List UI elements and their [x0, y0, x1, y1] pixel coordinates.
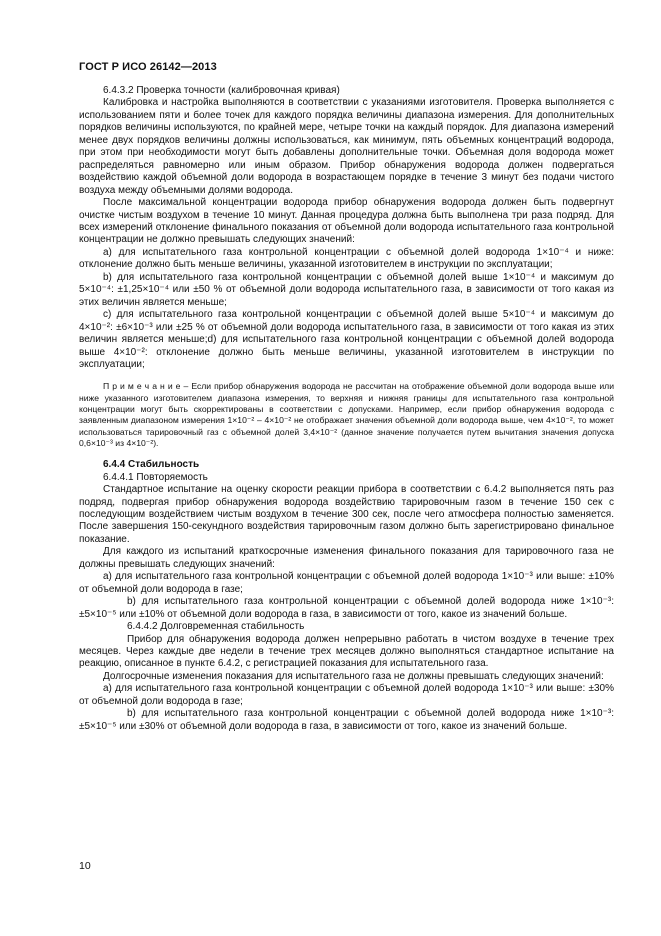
list-item-a-long: а) для испытательного газа контрольной концентрации с объемной долей водорода 1×10⁻³ или выше: ±30% от объемной доли водорода в газе; — [79, 683, 614, 707]
section-heading-stability: 6.4.4 Стабильность — [103, 459, 200, 471]
list-item-a: а) для испытательного газа контрольной концентрации с объемной долей водорода 1×10⁻⁴ и ниже: отклонение должно быть меньше величины, указанной изготовителем в инструкции по эксплуатации; — [79, 246, 614, 271]
list-item-c-d: c) для испытательного газа контрольной концентрации с объемной долей выше 5×10⁻⁴ и максимум до 4×10⁻²: ±6×10⁻³ или ±25 % от объемной доли водорода испытательного газа, в зависимости от того какая из этих величин является меньше;d) для испытательного газа контрольной концентрации с объемной долей водорода выше 4×10⁻²: отклонение должно быть меньше величины, указанной изготовителем в инструкции по эксплуатации; — [79, 309, 614, 370]
note: П р и м е ч а н и е – Если прибор обнаружения водорода не рассчитан на отображение объемной доли водорода выше или ниже указанного изготовителем диапазона измерения, то верхняя и нижняя границы для испытательного газа контрольной концентрации могут быть скорректированы в соответствии с допусками. Например, если прибор обнаружения водорода с заявленным диапазоном измерения 1×10⁻² – 4×10⁻² не отображает значения объемной доли водорода выше, чем 4×10⁻², то может использоваться тарировочный газ с объемной долей 3,4×10⁻² (данное значение получается путем вычитания значения допуска 0,6×10⁻³ из 4×10⁻²). — [79, 381, 614, 448]
subsection-repeatability: 6.4.4.1 Повторяемость — [103, 471, 208, 483]
paragraph-long-term-limits: Долгосрочные изменения показания для испытательного газа не должны превышать следующих значений: — [103, 670, 604, 682]
paragraph-calibration: Калибровка и настройка выполняются в соответствии с указаниями изготовителя. Проверка выполняется с использованием пяти и более точек для каждого порядка величины диапазона измерения. Для дополнительных порядков величины используются, по крайней мере, четыре точки на каждый порядок. Для диапазона измерений менее двух порядков величины должны использоваться, как минимум, пять объемных концентраций водорода, при этом при необходимости могут быть добавлены дополнительные точки. Объемная доля водорода может распределяться равномерно или иным образом. Прибор обнаружения водорода должен подвергаться воздействию каждой объемной доли водорода в возрастающем порядке в течение 3 минут без подачи чистого воздуха между объемными долями водорода. — [79, 97, 614, 196]
paragraph-repeatability-test: Стандартное испытание на оценку скорости реакции прибора в соответствии с 6.4.2 выполняется пять раз подряд, подвергая прибор обнаружения водорода воздействию тарировочным газом в течение 150 сек с последующим воздействием чистым воздухом в течение 300 сек, после чего атмосфера полностью заменяется. После завершения 150-секундного воздействия тарировочным газом должно быть зарегистрировано финальное показание. — [79, 484, 614, 545]
list-item-b-short: b) для испытательного газа контрольной концентрации с объемной долей водорода ниже 1×10⁻³: ±5×10⁻⁵ или ±10% от объемной доли водорода в газа, в зависимости от того, какое из значений больше. — [79, 596, 614, 620]
paragraph-short-term: Для каждого из испытаний краткосрочные изменения финального показания для тарировочного газа не должны превышать следующих значений: — [79, 546, 614, 570]
paragraph-purge: После максимальной концентрации водорода прибор обнаружения водорода должен быть подвергнут очистке чистым воздухом в течение 10 минут. Данная процедура должна быть выполнена три раза подряд. Для всех измерений отклонение финального показания от объемной доли водорода испытательного газа контрольной концентрации не должно превышать следующих значений: — [79, 197, 614, 246]
list-item-b-long: b) для испытательного газа контрольной концентрации с объемной долей водорода ниже 1×10⁻³: ±5×10⁻⁵ или ±30% от объемной доли водорода в газа, в зависимости от того, какое из значений больше. — [79, 708, 614, 732]
list-item-a-short: а) для испытательного газа контрольной концентрации с объемной долей водорода 1×10⁻³ или выше: ±10% от объемной доли водорода в газе; — [79, 571, 614, 595]
list-item-b: b) для испытательного газа контрольной концентрации с объемной долей выше 1×10⁻⁴ и максимум до 5×10⁻⁴: ±1,25×10⁻⁴ или ±50 % от объемной доли водорода испытательного газа, в зависимости от того какая из этих величин является меньше; — [79, 271, 614, 308]
document-header: ГОСТ Р ИСО 26142—2013 — [79, 61, 217, 73]
paragraph-long-term-test: Прибор для обнаружения водорода должен непрерывно работать в чистом воздухе в течение трех месяцев. Через каждые две недели в течение трех месяцев должно выполняться стандартное испытание на реакцию, описанное в пункте 6.4.2, с регистрацией показания для испытательного газа. — [79, 633, 614, 670]
subsection-long-term: 6.4.4.2 Долговременная стабильность — [127, 621, 305, 633]
paragraph-6-4-3-2-title: 6.4.3.2 Проверка точности (калибровочная кривая) — [103, 85, 340, 96]
document-body — [79, 85, 614, 733]
page-number: 10 — [79, 860, 91, 872]
